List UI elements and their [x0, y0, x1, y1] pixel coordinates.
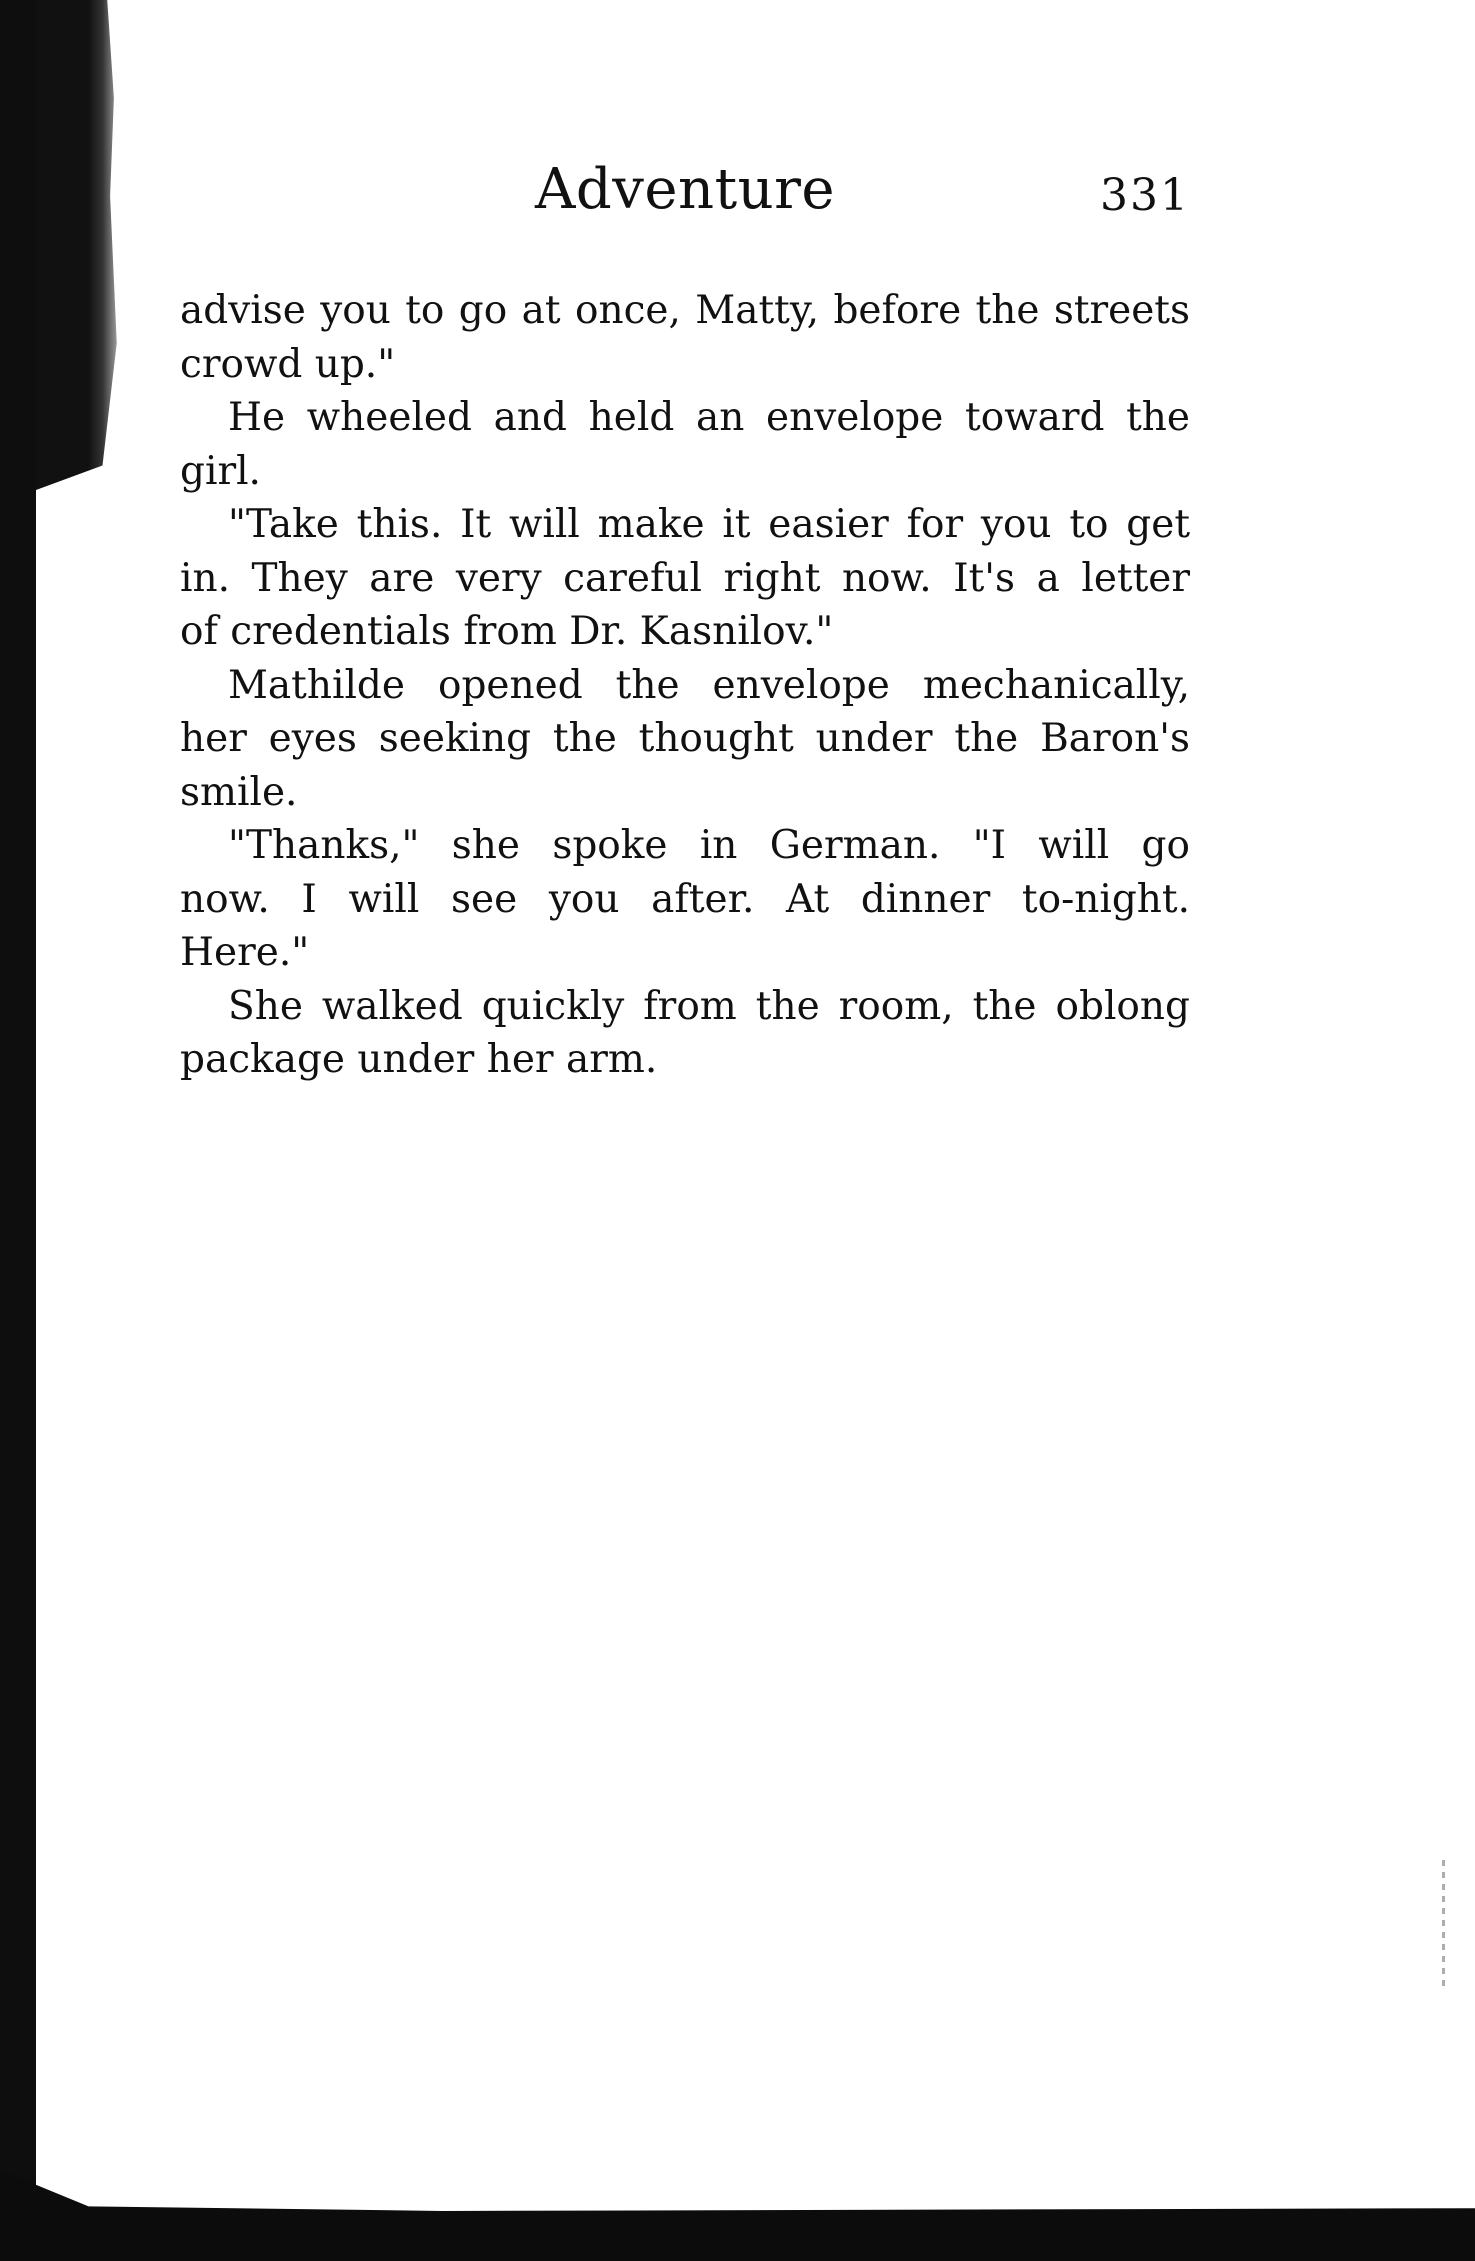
text-line: of credentials from Dr. Kasnilov."	[180, 609, 834, 654]
page-number: 331	[1100, 170, 1190, 221]
text-line: in. They are very careful right now. It's a letter	[180, 555, 1190, 601]
running-title: Adventure	[534, 157, 836, 222]
text-line: her eyes seeking the thought under the Baron's	[180, 716, 1190, 761]
text-line: Mathilde opened the envelope mechanically,	[228, 662, 1190, 708]
page-header	[180, 150, 1190, 230]
text-line: girl.	[180, 448, 261, 494]
text-line: crowd up."	[180, 341, 396, 387]
text-line: He wheeled and held an envelope toward the	[228, 395, 1190, 440]
scan-bottom-edge	[0, 2170, 1475, 2261]
body-text	[180, 284, 1190, 1087]
scan-binding-shadow	[36, 0, 131, 490]
scan-binding-edge	[0, 0, 36, 2261]
scan-speck	[1442, 1860, 1445, 1990]
text-line: She walked quickly from the room, the oblong	[228, 983, 1190, 1029]
text-line: now. I will see you after. At dinner to-night.	[180, 876, 1190, 922]
text-line: smile.	[180, 769, 298, 815]
text-line: "Thanks," she spoke in German. "I will go	[228, 823, 1190, 868]
text-line: "Take this. It will make it easier for you to get	[228, 502, 1190, 547]
text-line: package under her arm.	[180, 1037, 658, 1082]
text-line: Here."	[180, 930, 310, 975]
text-line: advise you to go at once, Matty, before the streets	[180, 288, 1190, 333]
